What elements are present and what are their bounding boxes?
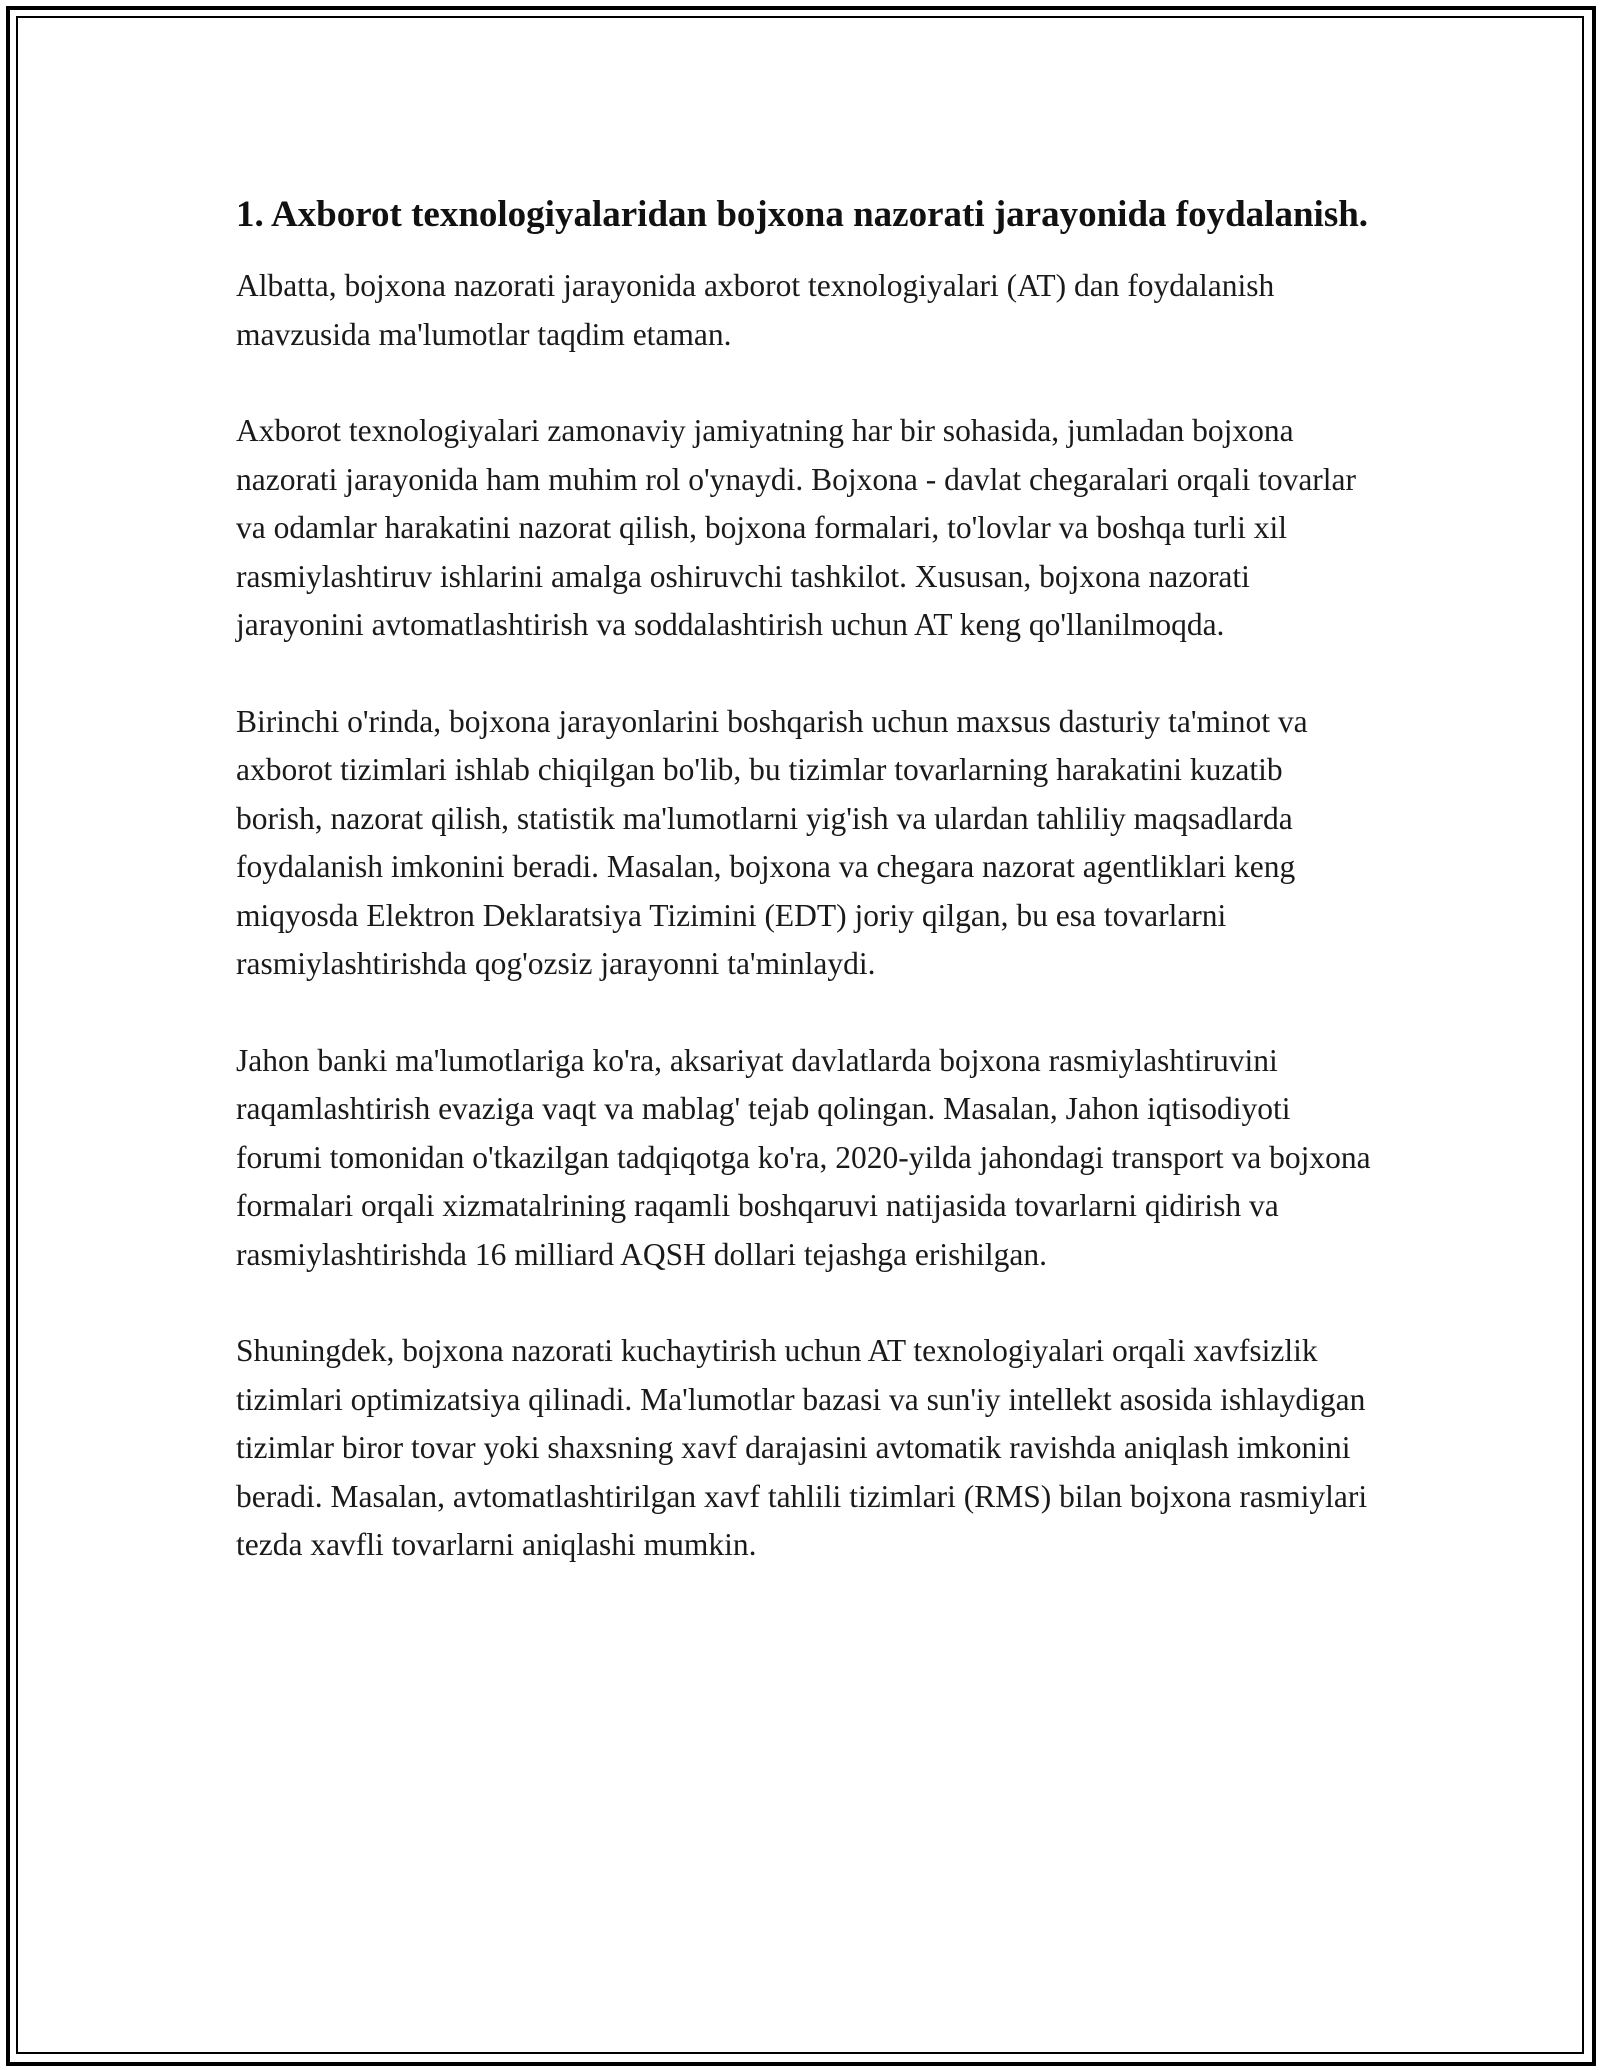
- document-body: [236, 188, 1376, 1618]
- paragraph-security: Shuningdek, bojxona nazorati kuchaytirish uchun AT texnologiyalari orqali xavfsizlik tizimlari optimizatsiya qilinadi. Ma'lumotlar bazasi va sun'iy intellekt asosida ishlaydigan tizimlar biror tovar yoki shaxsning xavf darajasini avtomatik ravishda aniqlash imkonini beradi. Masalan, avtomatlashtirilgan xavf tahlili tizimlari (RMS) bilan bojxona rasmiylari tezda xavfli tovarlarni aniqlashi mumkin.: [236, 1333, 1368, 1562]
- paragraph-intro: Albatta, bojxona nazorati jarayonida axborot texnologiyalari (AT) dan foydalanish mavzusida ma'lumotlar taqdim etaman.: [236, 268, 1275, 352]
- paragraph-world-bank: Jahon banki ma'lumotlariga ko'ra, aksariyat davlatlarda bojxona rasmiylashtiruvini raqamlashtirish evaziga vaqt va mablag' tejab qolingan. Masalan, Jahon iqtisodiyoti forumi tomonidan o'tkazilgan tadqiqotga ko'ra, 2020-yilda jahondagi transport va bojxona formalari orqali xizmatalrining raqamli boshqaruvi natijasida tovarlarni qidirish va rasmiylashtirishda 16 milliard AQSH dollari tejashga erishilgan.: [236, 1042, 1371, 1272]
- paragraph-software-systems: Birinchi o'rinda, bojxona jarayonlarini boshqarish uchun maxsus dasturiy ta'minot va axborot tizimlari ishlab chiqilgan bo'lib, bu tizimlar tovarlarning harakatini kuzatib borish, nazorat qilish, statistik ma'lumotlarni yig'ish va ulardan tahliliy maqsadlarda foydalanish imkonini beradi. Masalan, bojxona va chegara nazorat agentliklari keng miqyosda Elektron Deklaratsiya Tizimini (EDT) joriy qilgan, bu esa tovarlarni rasmiylashtirishda qog'ozsiz jarayonni ta'minlaydi.: [236, 703, 1308, 981]
- section-heading: 1. Axborot texnologiyalaridan bojxona nazorati jarayonida foydalanish.: [236, 194, 1369, 235]
- paragraph-it-role: Axborot texnologiyalari zamonaviy jamiyatning har bir sohasida, jumladan bojxona nazorati jarayonida ham muhim rol o'ynaydi. Bojxona - davlat chegaralari orqali tovarlar va odamlar harakatini nazorat qilish, bojxona formalari, to'lovlar va boshqa turli xil rasmiylashtiruv ishlarini amalga oshiruvchi tashkilot. Xususan, bojxona nazorati jarayonini avtomatlashtirish va soddalashtirish uchun AT keng qo'llanilmoqda.: [236, 413, 1357, 642]
